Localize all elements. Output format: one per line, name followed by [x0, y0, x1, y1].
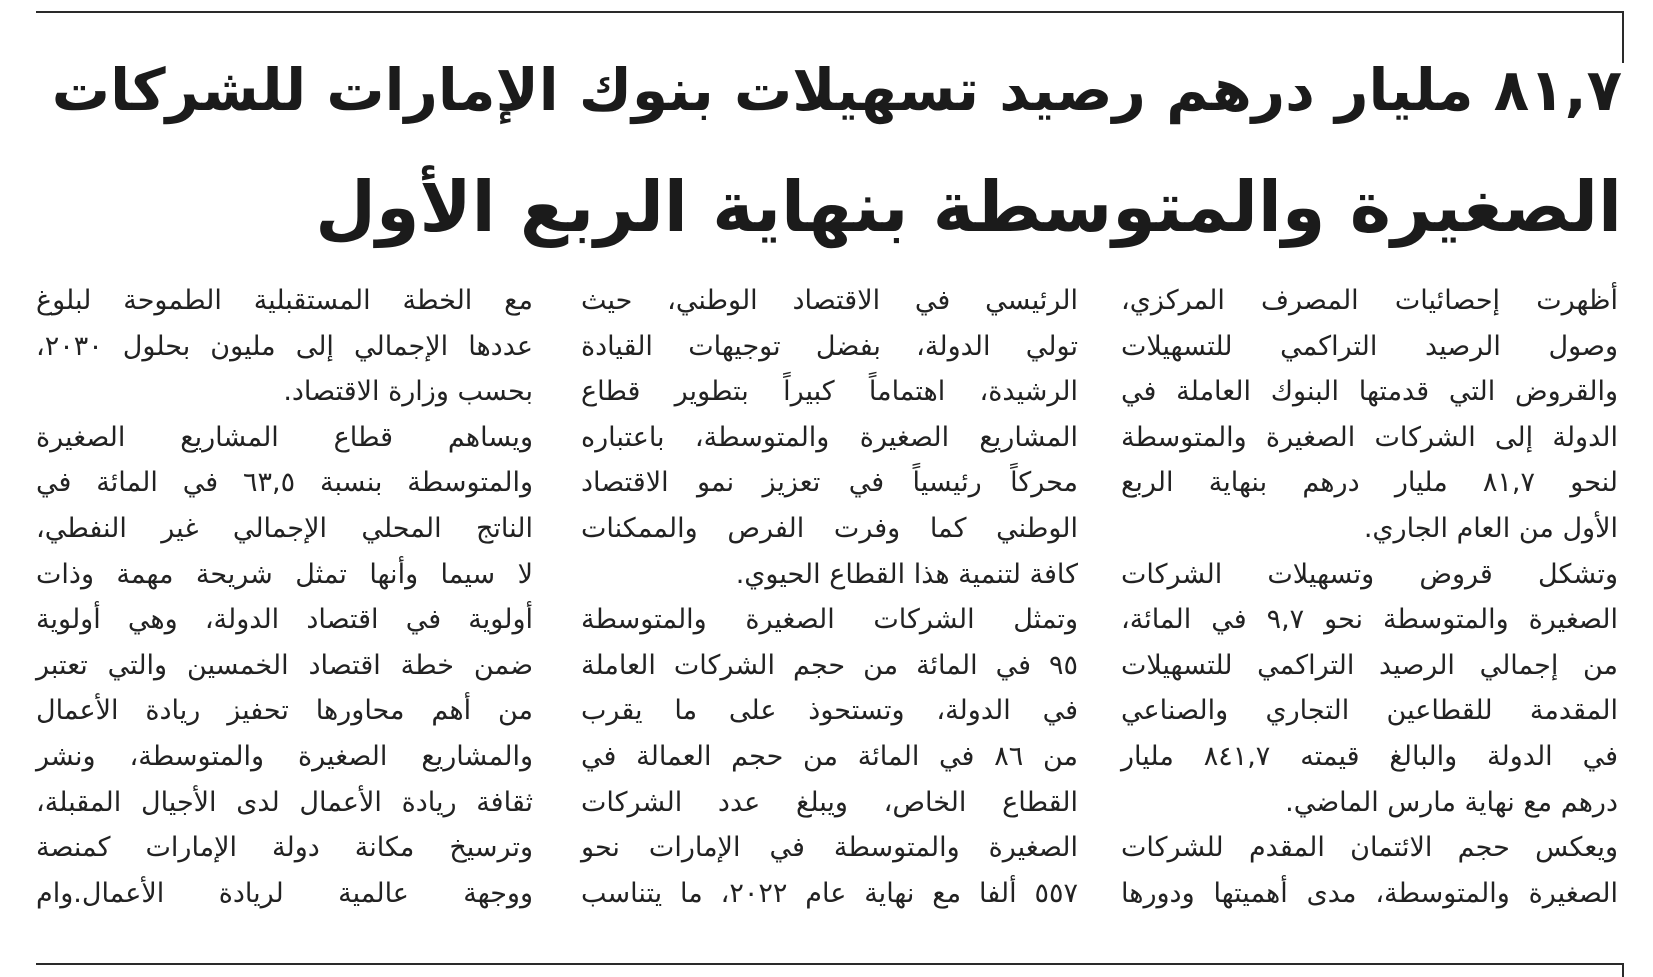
article-line: القطاع الخاص، ويبلغ عدد الشركات — [581, 786, 1078, 818]
article-line: المقدمة للقطاعين التجاري والصناعي — [1121, 695, 1618, 727]
article-line: الوطني كما وفرت الفرص والممكنات — [581, 512, 1078, 544]
article-line: في الدولة والبالغ قيمته ٨٤١,٧ مليار — [1121, 740, 1618, 772]
article-column-1 — [1121, 278, 1618, 916]
article-line: المشاريع الصغيرة والمتوسطة، باعتباره — [581, 421, 1078, 453]
article-line: درهم مع نهاية مارس الماضي. — [1285, 786, 1618, 818]
article-column-2 — [581, 278, 1078, 916]
article-line: كافة لتنمية هذا القطاع الحيوي. — [735, 558, 1078, 590]
article-line: والمتوسطة بنسبة ٦٣,٥ في المائة في — [36, 467, 534, 499]
article-line: عددها الإجمالي إلى مليون بحلول ٢٠٣٠، — [36, 330, 533, 362]
article-line: ثقافة ريادة الأعمال لدى الأجيال المقبلة، — [36, 786, 533, 818]
article-line: الصغيرة والمتوسطة نحو ٩,٧ في المائة، — [1121, 604, 1618, 636]
article-line: لنحو ٨١,٧ مليار درهم بنهاية الربع — [1121, 467, 1618, 499]
headline-line-2: الصغيرة والمتوسطة بنهاية الربع الأول — [315, 166, 1622, 248]
article-line: محركاً رئيسياً في تعزيز نمو الاقتصاد — [581, 467, 1078, 499]
article-line: وتشكل قروض وتسهيلات الشركات — [1121, 558, 1618, 590]
article-line: في الدولة، وتستحوذ على ما يقرب — [581, 695, 1078, 727]
article-line: الأول من العام الجاري. — [1363, 512, 1618, 544]
bottom-rule-cap — [1622, 963, 1624, 977]
article-line: والقروض التي قدمتها البنوك العاملة في — [1121, 376, 1618, 408]
article-line: بحسب وزارة الاقتصاد. — [283, 376, 533, 408]
article-line: لا سيما وأنها تمثل شريحة مهمة وذات — [36, 558, 533, 590]
article-line: الرشيدة، اهتماماً كبيراً بتطوير قطاع — [581, 376, 1078, 408]
article-line: الصغيرة والمتوسطة، مدى أهميتها ودورها — [1121, 877, 1618, 909]
article-line: الصغيرة والمتوسطة في الإمارات نحو — [581, 832, 1078, 864]
article-line: الرئيسي في الاقتصاد الوطني، حيث — [581, 285, 1078, 316]
article-line: أولوية في اقتصاد الدولة، وهي أولوية — [36, 604, 533, 636]
article-line: ويساهم قطاع المشاريع الصغيرة — [36, 421, 533, 453]
article-line: ٩٥ في المائة من حجم الشركات العاملة — [581, 649, 1078, 681]
article-line: ضمن خطة اقتصاد الخمسين والتي تعتبر — [36, 649, 533, 681]
article-line: ويعكس حجم الائتمان المقدم للشركات — [1121, 832, 1618, 864]
article-line: من أهم محاورها تحفيز ريادة الأعمال — [36, 695, 533, 727]
article-line: وتمثل الشركات الصغيرة والمتوسطة — [581, 604, 1078, 636]
headline-line-1: ٨١,٧ مليار درهم رصيد تسهيلات بنوك الإمارات للشركات — [51, 56, 1622, 124]
article-line: من إجمالي الرصيد التراكمي للتسهيلات — [1121, 649, 1618, 681]
article-line: الدولة إلى الشركات الصغيرة والمتوسطة — [1121, 421, 1618, 453]
top-rule — [36, 11, 1624, 13]
bottom-rule — [36, 963, 1624, 965]
article-line: الناتج المحلي الإجمالي غير النفطي، — [36, 512, 533, 544]
article-line: والمشاريع الصغيرة والمتوسطة، ونشر — [36, 740, 533, 772]
article-line: وترسيخ مكانة دولة الإمارات كمنصة — [36, 832, 533, 864]
article-line: ووجهة عالمية لريادة الأعمال.وام — [36, 877, 533, 909]
article-line: من ٨٦ في المائة من حجم العمالة في — [581, 740, 1078, 772]
top-rule-cap — [1622, 11, 1624, 63]
article-column-3 — [36, 278, 533, 916]
article-line: مع الخطة المستقبلية الطموحة لبلوغ — [36, 285, 533, 316]
article-line: أظهرت إحصائيات المصرف المركزي، — [1121, 285, 1618, 316]
article-line: وصول الرصيد التراكمي للتسهيلات — [1121, 330, 1618, 362]
article-line: تولي الدولة، بفضل توجيهات القيادة — [581, 330, 1078, 362]
article-line: ٥٥٧ ألفا مع نهاية عام ٢٠٢٢، ما يتناسب — [581, 877, 1078, 909]
